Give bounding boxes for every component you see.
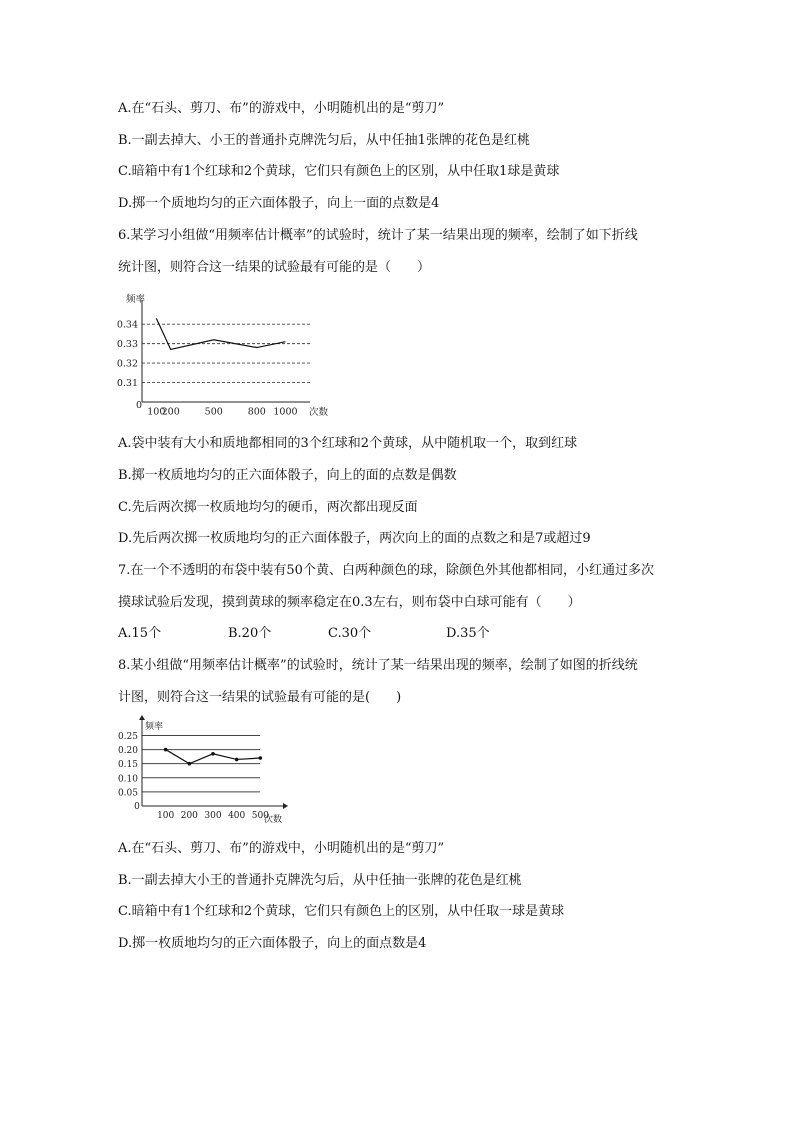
chart1-x-axis-title: 次数 — [309, 407, 329, 418]
q8-option-a: A.在“石头、剪刀、布”的游戏中，小明随机出的是“剪刀” — [118, 841, 445, 856]
q8-stem-line1: 8.某小组做“用频率估计概率”的试验时，统计了某一结果出现的频率，绘制了如图的折线统 — [118, 658, 638, 673]
chart2-data-point-1 — [188, 762, 192, 766]
q6-line-chart — [110, 290, 340, 420]
q6-option-c: C.先后两次掷一枚质地均匀的硬币，两次都出现反面 — [118, 500, 418, 515]
q5-option-c: C.暗箱中有1个红球和2个黄球，它们只有颜色上的区别，从中任取1球是黄球 — [118, 164, 560, 179]
chart2-y-tick-label-3: 0.20 — [117, 746, 138, 757]
q8-option-b: B.一副去掉大小王的普通扑克牌洗匀后，从中任抽一张牌的花色是红桃 — [118, 873, 522, 888]
chart2-data-point-3 — [235, 758, 239, 762]
chart1-y-tick-label-1: 0.32 — [116, 358, 138, 370]
chart2-y-tick-label-4: 0.25 — [117, 731, 138, 742]
chart2-y-axis-title: 频率 — [145, 722, 164, 732]
chart2-x-tick-label-0: 100 — [157, 811, 175, 821]
chart2-data-point-4 — [259, 756, 263, 760]
chart1-x-tick-label-1: 200 — [161, 406, 180, 418]
q6-option-a: A.袋中装有大小和质地都相同的3个红球和2个黄球，从中随机取一个，取到红球 — [118, 436, 578, 451]
chart1-x-tick-label-0: 100 — [147, 406, 166, 418]
q8-option-c: C.暗箱中有1个红球和2个黄球，它们只有颜色上的区别，从中任取一球是黄球 — [118, 904, 565, 919]
chart1-y-tick-label-3: 0.34 — [116, 319, 138, 331]
chart2-x-tick-label-4: 500 — [251, 811, 269, 821]
chart1-x-tick-label-3: 800 — [247, 406, 266, 418]
chart1-series-line — [156, 318, 285, 349]
chart1-x-tick-label-4: 1000 — [273, 406, 298, 418]
chart2-x-tick-label-3: 400 — [228, 811, 246, 821]
q5-option-b: B.一副去掉大、小王的普通扑克牌洗匀后，从中任抽1张牌的花色是红桃 — [118, 133, 530, 148]
q7-option-a: A.15个 — [118, 626, 162, 641]
q6-option-b: B.掷一枚质地均匀的正六面体骰子，向上的面的点数是偶数 — [118, 468, 457, 483]
q7-stem-line1: 7.在一个不透明的布袋中装有50个黄、白两种颜色的球，除颜色外其他都相同，小红通过多次 — [118, 563, 654, 578]
chart2-y-arrow — [139, 715, 145, 720]
q5-option-a: A.在“石头、剪刀、布”的游戏中，小明随机出的是“剪刀” — [118, 101, 445, 116]
chart2-origin-label: 0 — [134, 802, 140, 812]
chart1-y-axis-title: 频率 — [126, 294, 146, 305]
q7-option-b: B.20个 — [228, 626, 272, 641]
q8-line-chart — [112, 716, 292, 828]
chart1-y-tick-label-2: 0.33 — [116, 339, 138, 351]
chart2-y-tick-label-0: 0.05 — [117, 788, 138, 799]
chart2-x-tick-label-1: 200 — [180, 811, 198, 821]
q6-stem-line1: 6.某学习小组做“用频率估计概率”的试验时，统计了某一结果出现的频率，绘制了如下折线 — [118, 228, 638, 243]
q8-option-d: D.掷一枚质地均匀的正六面体骰子，向上的面点数是4 — [118, 936, 427, 951]
q7-option-c: C.30个 — [328, 626, 372, 641]
q5-option-d: D.掷一个质地均匀的正六面体骰子，向上一面的点数是4 — [118, 196, 440, 211]
q7-stem-line2: 摸球试验后发现，摸到黄球的频率稳定在0.3左右，则布袋中白球可能有（ ） — [118, 595, 581, 610]
chart2-data-point-2 — [211, 752, 215, 756]
q6-option-d: D.先后两次掷一枚质地均匀的正六面体骰子，两次向上的面的点数之和是7或超过9 — [118, 531, 591, 546]
chart1-y-tick-label-0: 0.31 — [116, 378, 138, 390]
q6-stem-line2: 统计图，则符合这一结果的试验最有可能的是（ ） — [118, 260, 431, 275]
chart2-y-tick-label-2: 0.15 — [117, 760, 138, 771]
q7-options-row — [118, 626, 538, 642]
chart2-x-arrow — [283, 803, 288, 809]
chart2-x-tick-label-2: 300 — [204, 811, 222, 821]
chart2-x-axis-title: 次数 — [264, 815, 283, 825]
chart2-series-line — [166, 750, 261, 764]
q7-option-d: D.35个 — [446, 626, 490, 641]
chart2-y-tick-label-1: 0.10 — [117, 774, 138, 785]
chart1-x-tick-label-2: 500 — [204, 406, 223, 418]
q8-stem-line2: 计图，则符合这一结果的试验最有可能的是( ) — [118, 690, 402, 705]
chart2-data-point-0 — [164, 748, 168, 752]
chart1-origin-label: 0 — [135, 400, 143, 411]
